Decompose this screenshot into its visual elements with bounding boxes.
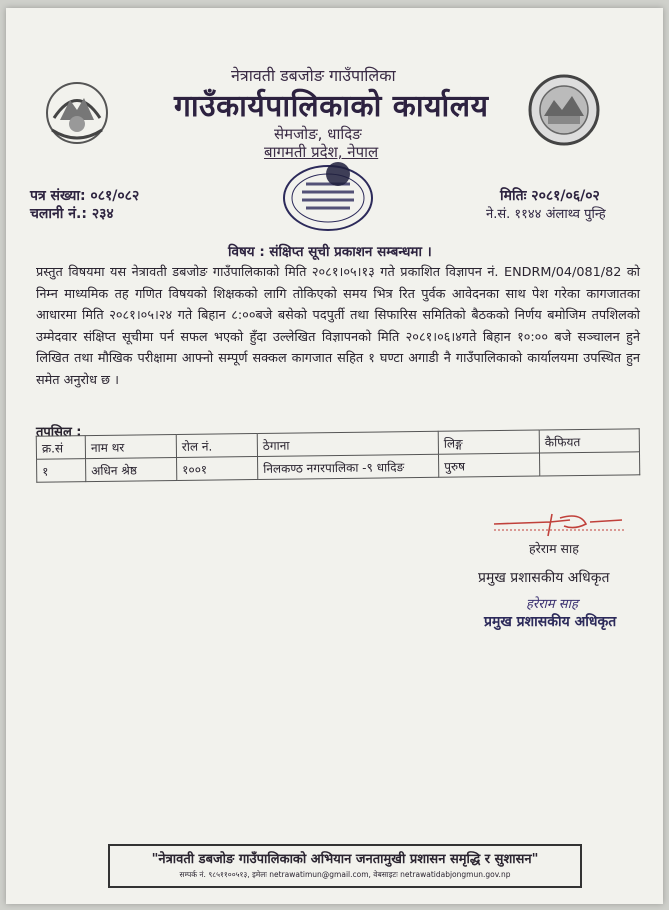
letter-subject: विषय : संक्षिप्त सूची प्रकाशन सम्बन्धमा ।: [228, 244, 432, 260]
document-page: [6, 8, 663, 904]
cell-remarks: [539, 452, 639, 476]
letter-body: प्रस्तुत विषयमा यस नेत्रावती डबजोङ गाउँपालिकाको मिति २०८१।०५।१३ गते प्रकाशित विज्ञापन नं. ENDRM/04/081/82 को निम्न माध्यमिक तह गणित विषयको शिक्षकको लागि तोकिएको समय भित्र रित पुर्वक आवेदनका साथ पेश गरेका कागजातका आधारमा मिति २०८१।०५।२४ गते बिहान ८:००बजे बसेको पदपुर्ती तथा सिफारिस समितिको बैठकको निर्णय बमोजिम तपशिलको उम्मेदवार संक्षिप्त सूचीमा पर्न सफल भएको हुँदा उल्लेखित विज्ञापनको मिति २०८१।०६।४गते बिहान १०:०० बजे सञ्चालन हुने लिखित तथा मौखिक परीक्षामा आफ्नो सम्पूर्ण सक्कल कागजात सहित १ घण्टा अगाडी नै गाउँपालिकाको कार्यालयमा उपस्थित हुन समेत अनुरोध छ ।: [36, 265, 640, 388]
dispatch-number: चलानी नं.: २३४: [30, 206, 114, 222]
col-address: ठेगाना: [257, 431, 438, 456]
signature-icon: [490, 510, 630, 544]
col-remarks: कैफियत: [539, 429, 639, 453]
stamp-title: प्रमुख प्रशासकीय अधिकृत: [484, 614, 617, 630]
cell-sn: १: [37, 459, 86, 483]
footer-contact: सम्पर्क नं. ९८५११००५१३, इमेलः netrawatimun@gmail.com, वेबसाइटः netrawatidabjongmun.gov.np: [179, 870, 511, 879]
footer-box: [108, 844, 582, 888]
letter-number: पत्र संख्या: ०८१/०८२: [30, 188, 140, 204]
office-title: गाउँकार्यपालिकाको कार्यालय: [174, 89, 489, 124]
stamp-name: हरेराम साह: [526, 597, 578, 612]
col-sn: क्र.सं: [36, 436, 85, 460]
signatory-title: प्रमुख प्रशासकीय अधिकृत: [478, 570, 610, 586]
cell-address: निलकण्ठ नगरपालिका -९ धादिङ: [258, 454, 439, 479]
municipality-logo-icon: [526, 72, 602, 148]
cell-gender: पुरुष: [438, 453, 539, 477]
office-stamp-icon: [276, 160, 386, 240]
municipality-name: नेत्रावती डबजोङ गाउँपालिका: [231, 66, 396, 85]
col-gender: लिङ्ग: [438, 430, 539, 454]
office-province: बागमती प्रदेश, नेपाल: [264, 143, 379, 161]
nepal-sambat-date: ने.सं. ११४४ अंलाथ्व पुन्हि: [486, 207, 606, 222]
nepal-emblem-icon: [42, 78, 112, 148]
candidate-table: [36, 428, 641, 482]
cell-name: अधिन श्रेष्ठ: [86, 457, 177, 481]
signatory-name: हरेराम साह: [529, 541, 579, 556]
footer-slogan: "नेत्रावती डबजोङ गाउँपालिकाको अभियान जनतामुखी प्रशासन समृद्धि र सुशासन": [151, 852, 539, 867]
col-roll: रोल नं.: [176, 433, 257, 457]
office-location: सेमजोङ, धादिङ: [274, 125, 362, 143]
cell-roll: १००१: [177, 456, 258, 480]
letter-date: मितिः २०८१/०६/०२: [500, 188, 600, 204]
details-label: तपसिल :: [36, 425, 82, 440]
col-name: नाम थर: [85, 434, 176, 458]
